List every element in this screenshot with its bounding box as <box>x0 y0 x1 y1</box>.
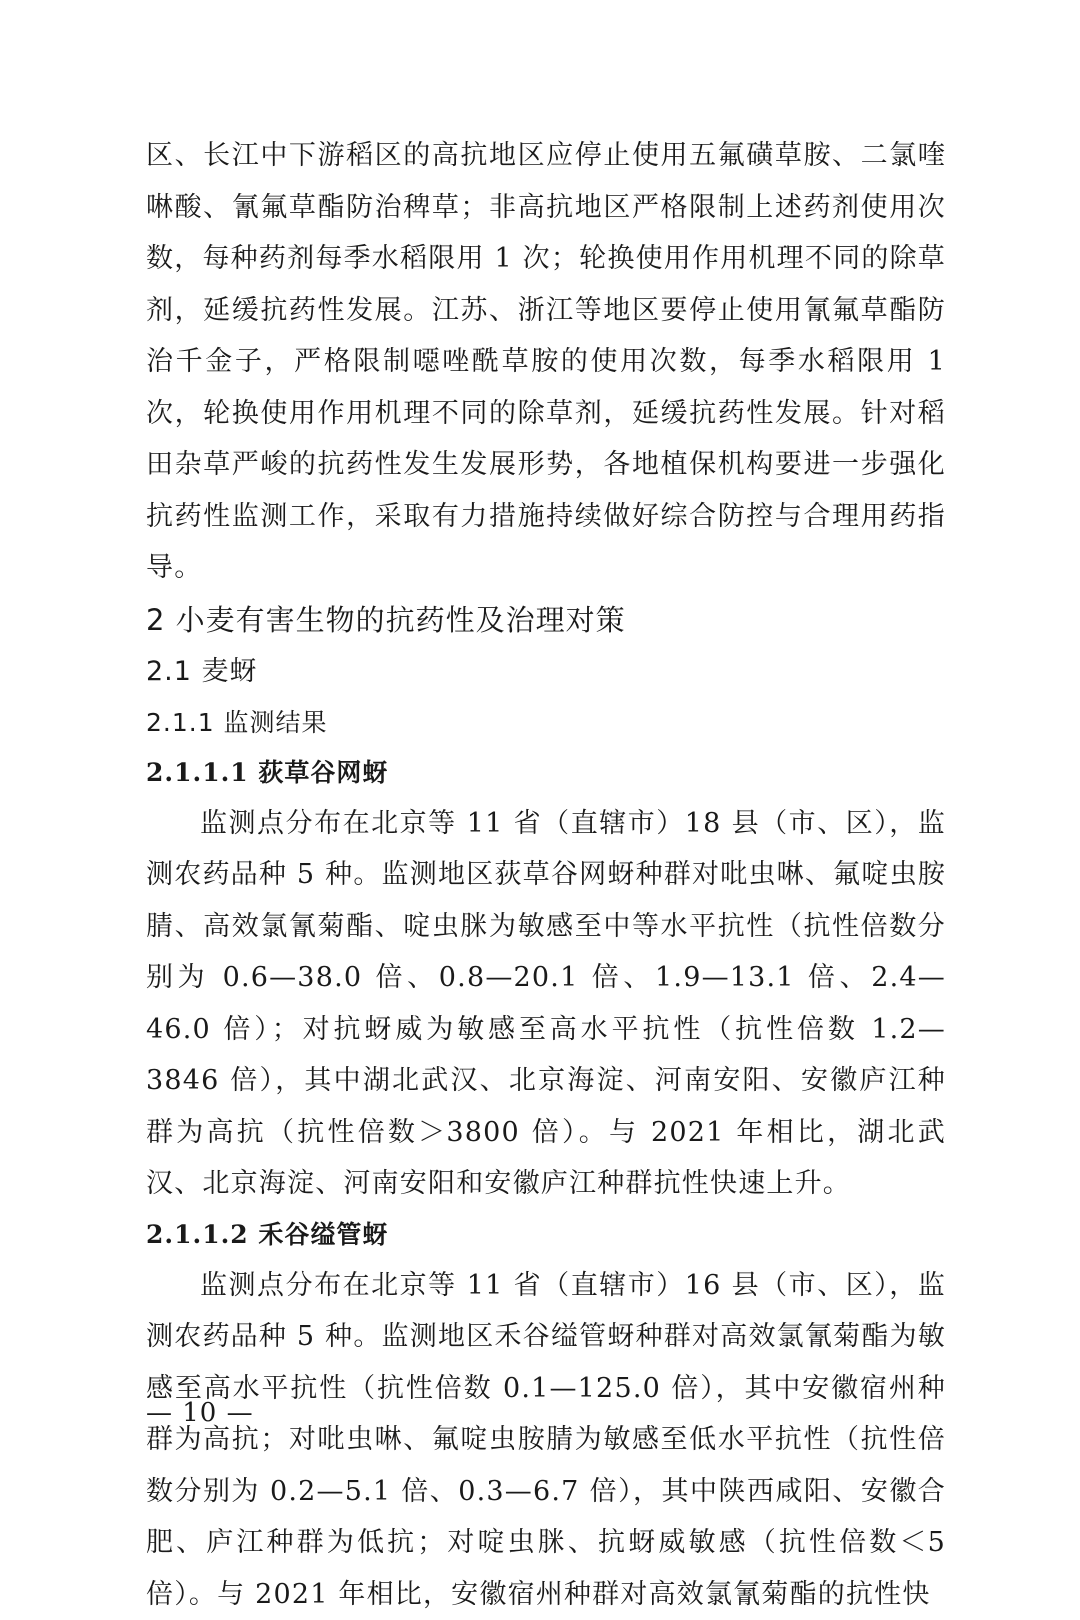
document-body <box>146 130 946 1620</box>
page-number: — 10 — <box>146 1398 254 1428</box>
section-heading-wheat-pests: 2 小麦有害生物的抗药性及治理对策 <box>146 594 946 646</box>
subsection-heading-rhopalosiphum-padi: 2.1.1.2 禾谷缢管蚜 <box>146 1210 946 1260</box>
subsection-heading-sitobion-avenae: 2.1.1.1 荻草谷网蚜 <box>146 748 946 798</box>
subsection-heading-wheat-aphids: 2.1 麦蚜 <box>146 646 946 697</box>
paragraph-rhopalosiphum-padi: 监测点分布在北京等 11 省（直辖市）16 县（市、区），监测农药品种 5 种。监测地区禾谷缢管蚜种群对高效氯氰菊酯为敏感至高水平抗性（抗性倍数 0.1—125.0 倍），其中安徽宿州种群为高抗；对吡虫啉、氟啶虫胺腈为敏感至低水平抗性（抗性倍数分别为 0.2—5.1 倍、0.3—6.7 倍），其中陕西咸阳、安徽合肥、庐江种群为低抗；对啶虫脒、抗蚜威敏感（抗性倍数＜5 倍）。与 2021 年相比，安徽宿州种群对高效氯氰菊酯的抗性快 <box>146 1260 946 1620</box>
paragraph-sitobion-avenae: 监测点分布在北京等 11 省（直辖市）18 县（市、区），监测农药品种 5 种。监测地区荻草谷网蚜种群对吡虫啉、氟啶虫胺腈、高效氯氰菊酯、啶虫脒为敏感至中等水平抗性（抗性倍数分别为 0.6—38.0 倍、0.8—20.1 倍、1.9—13.1 倍、2.4—46.0 倍）；对抗蚜威为敏感至高水平抗性（抗性倍数 1.2—3846 倍），其中湖北武汉、北京海淀、河南安阳、安徽庐江种群为高抗（抗性倍数＞3800 倍）。与 2021 年相比，湖北武汉、北京海淀、河南安阳和安徽庐江种群抗性快速上升。 <box>146 798 946 1210</box>
paragraph-continued-rice-weeds: 区、长江中下游稻区的高抗地区应停止使用五氟磺草胺、二氯喹啉酸、氰氟草酯防治稗草；非高抗地区严格限制上述药剂使用次数，每种药剂每季水稻限用 1 次；轮换使用作用机理不同的除草剂，延缓抗药性发展。江苏、浙江等地区要停止使用氰氟草酯防治千金子，严格限制噁唑酰草胺的使用次数，每季水稻限用 1 次，轮换使用作用机理不同的除草剂，延缓抗药性发展。针对稻田杂草严峻的抗药性发生发展形势，各地植保机构要进一步强化抗药性监测工作，采取有力措施持续做好综合防控与合理用药指导。 <box>146 130 946 594</box>
subsection-heading-monitoring-results: 2.1.1 监测结果 <box>146 697 946 748</box>
